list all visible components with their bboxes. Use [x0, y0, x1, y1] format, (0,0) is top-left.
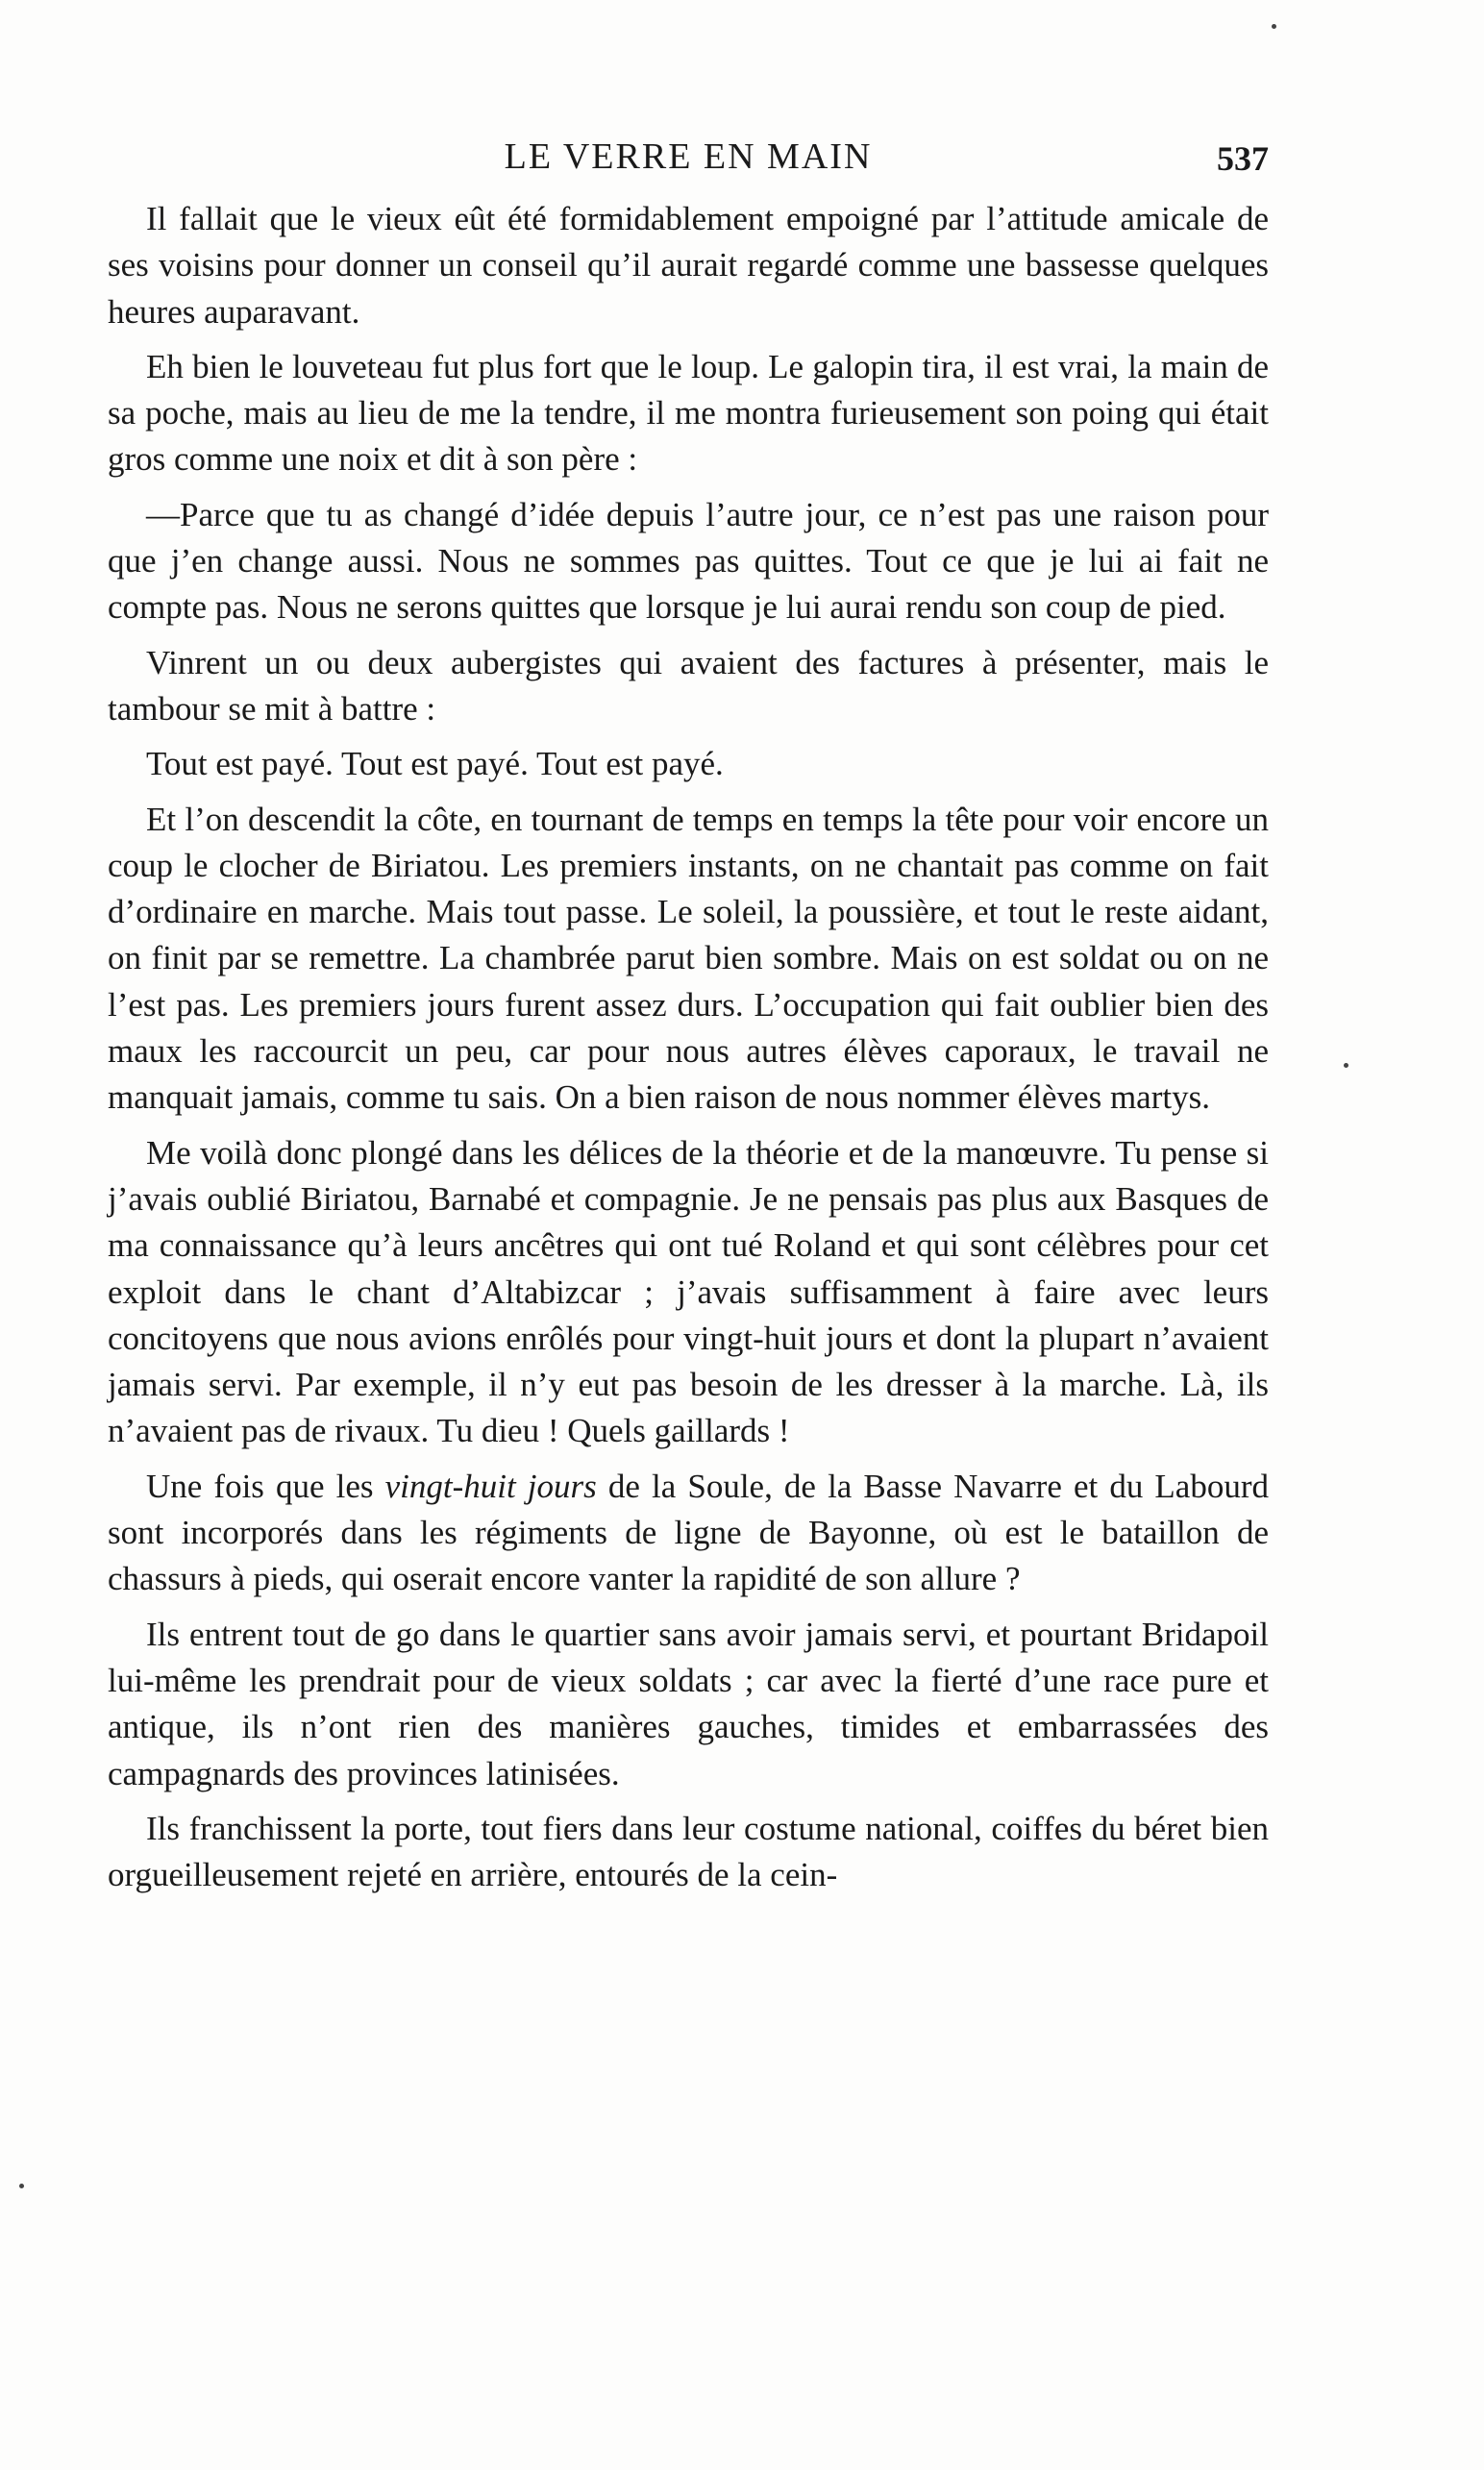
paragraph: Vinrent un ou deux aubergistes qui avaient des factures à présenter, mais le tambour se mit à battre :	[108, 643, 1269, 728]
paragraph: Eh bien le louveteau fut plus fort que le loup. Le galopin tira, il est vrai, la main de sa poche, mais au lieu de me la tendre, il me montra furieusement son poing qui était gros comme une noix et dit à son père :	[108, 347, 1269, 479]
scan-speck	[1344, 1063, 1348, 1068]
page-header	[108, 133, 1269, 181]
body-text	[108, 196, 1269, 1907]
scan-speck	[19, 2184, 24, 2188]
paragraph: —Parce que tu as changé d’idée depuis l’autre jour, ce n’est pas une raison pour que j’en change aussi. Nous ne sommes pas quittes. Tout ce que je lui ai fait ne compte pas. Nous ne serons quittes que lorsque je lui aurai rendu son coup de pied.	[108, 495, 1269, 627]
paragraph: Me voilà donc plongé dans les délices de la théorie et de la manœuvre. Tu pense si j’avais oublié Biriatou, Barnabé et compagnie. Je ne pensais pas plus aux Basques de ma connaissance qu’à leurs ancêtres qui ont tué Roland et qui sont célèbres pour cet exploit dans le chant d’Altabizcar ; j’avais suffisamment à faire avec leurs concitoyens que nous avions enrôlés pour vingt-huit jours et dont la plupart n’avaient jamais servi. Par exemple, il n’y eut pas besoin de les dresser à la marche. Là, ils n’avaient pas de rivaux. Tu dieu ! Quels gaillards !	[108, 1133, 1269, 1450]
paragraph-text-after: de la Soule, de la Basse Navarre et du Labourd sont incorporés dans les régiments de ligne de Bayonne, où est le bataillon de chassurs à pieds, qui oserait encore vanter la rapidité de son allure ?	[108, 1467, 1269, 1598]
italic-phrase: vingt-huit jours	[384, 1467, 597, 1505]
paragraph	[108, 1464, 1269, 1603]
paragraph: Et l’on descendit la côte, en tournant de temps en temps la tête pour voir encore un coup le clocher de Biriatou. Les premiers instants, on ne chantait pas comme on fait d’ordinaire en marche. Mais tout passe. Le soleil, la poussière, et tout le reste aidant, on finit par se remettre. La chambrée parut bien sombre. Mais on est soldat ou on ne l’est pas. Les premiers jours furent assez durs. L’occupation qui fait oublier bien des maux les raccourcit un peu, car pour nous autres élèves caporaux, le travail ne manquait jamais, comme tu sais. On a bien raison de nous nommer élèves martys.	[108, 800, 1269, 1117]
paragraph: Ils franchissent la porte, tout fiers dans leur costume national, coiffes du béret bien orgueilleusement rejeté en arrière, entourés de la cein-	[108, 1809, 1269, 1894]
running-title: LE VERRE EN MAIN	[504, 136, 873, 177]
scan-speck	[1272, 24, 1276, 29]
paragraph: Tout est payé. Tout est payé. Tout est payé.	[146, 745, 724, 783]
paragraph: Il fallait que le vieux eût été formidablement empoigné par l’attitude amicale de ses voisins pour donner un conseil qu’il aurait regardé comme une bassesse quelques heures auparavant.	[108, 200, 1269, 331]
paragraph: Ils entrent tout de go dans le quartier sans avoir jamais servi, et pourtant Bridapoil lui-même les prendrait pour de vieux soldats ; car avec la fierté d’une race pure et antique, ils n’ont rien des manières gauches, timides et embarrassées des campagnards des provinces latinisées.	[108, 1615, 1269, 1792]
page-number: 537	[1217, 139, 1269, 178]
paragraph-text-before: Une fois que les	[146, 1467, 385, 1505]
